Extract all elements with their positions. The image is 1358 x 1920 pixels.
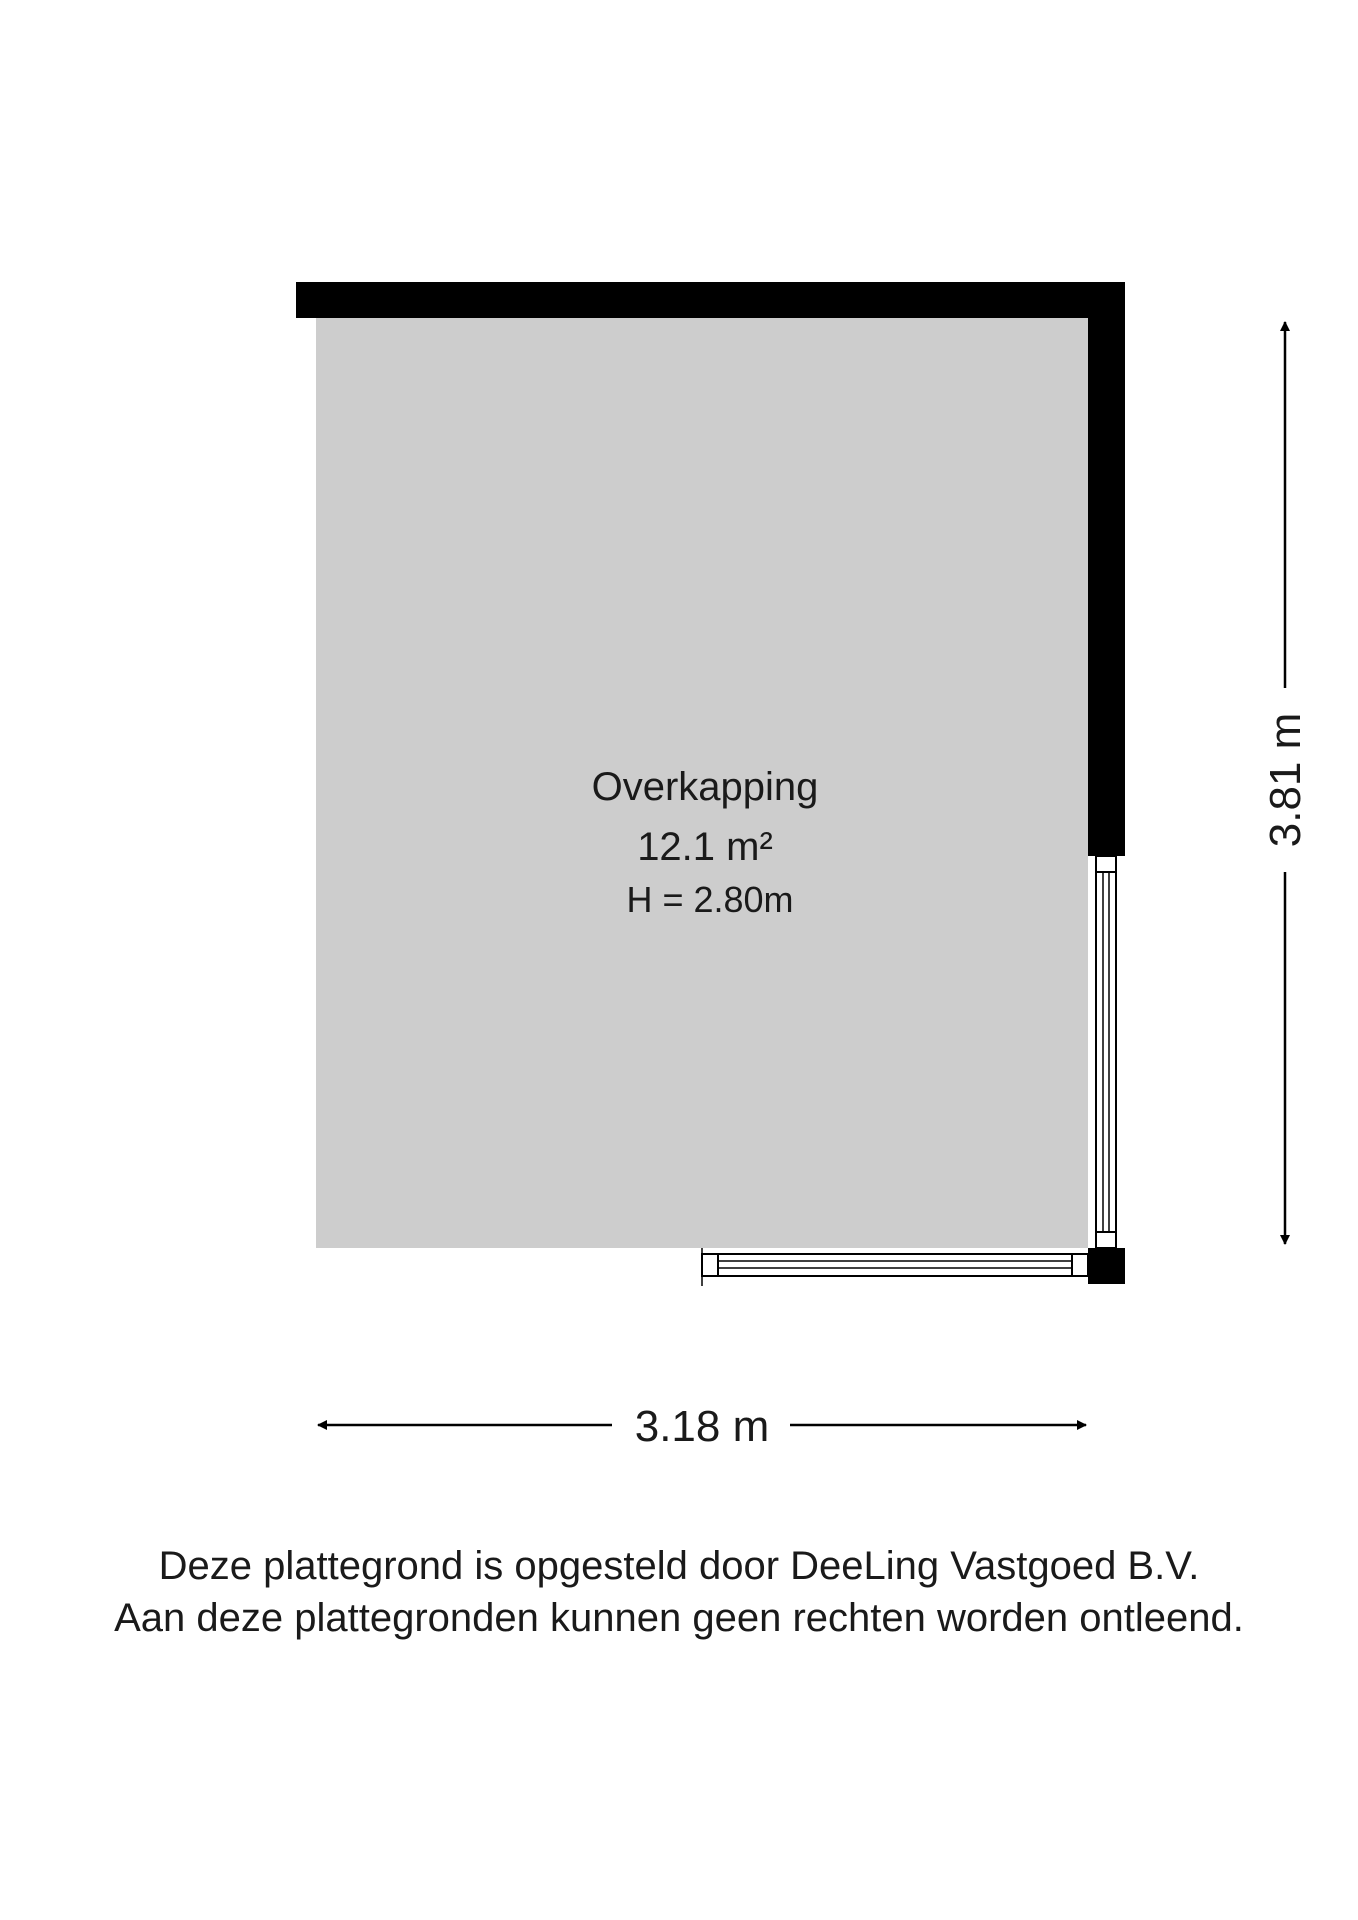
dimension-horizontal <box>318 1402 1086 1451</box>
disclaimer-line-2: Aan deze plattegronden kunnen geen rechten worden ontleend. <box>114 1596 1244 1640</box>
wall-top <box>296 282 1125 318</box>
room-name: Overkapping <box>591 765 819 809</box>
corner-post <box>1088 1248 1125 1284</box>
dimension-horizontal-label: 3.18 m <box>634 1402 770 1451</box>
room-height: H = 2.80m <box>626 879 794 920</box>
dimension-vertical <box>1261 322 1310 1244</box>
dimension-vertical-label: 3.81 m <box>1261 712 1310 848</box>
window-right <box>1096 856 1116 1248</box>
window-bottom <box>702 1248 1088 1286</box>
room-area: 12.1 m² <box>637 825 773 869</box>
wall-right <box>1088 282 1125 856</box>
disclaimer-line-1: Deze plattegrond is opgesteld door DeeLing Vastgoed B.V. <box>158 1544 1200 1588</box>
